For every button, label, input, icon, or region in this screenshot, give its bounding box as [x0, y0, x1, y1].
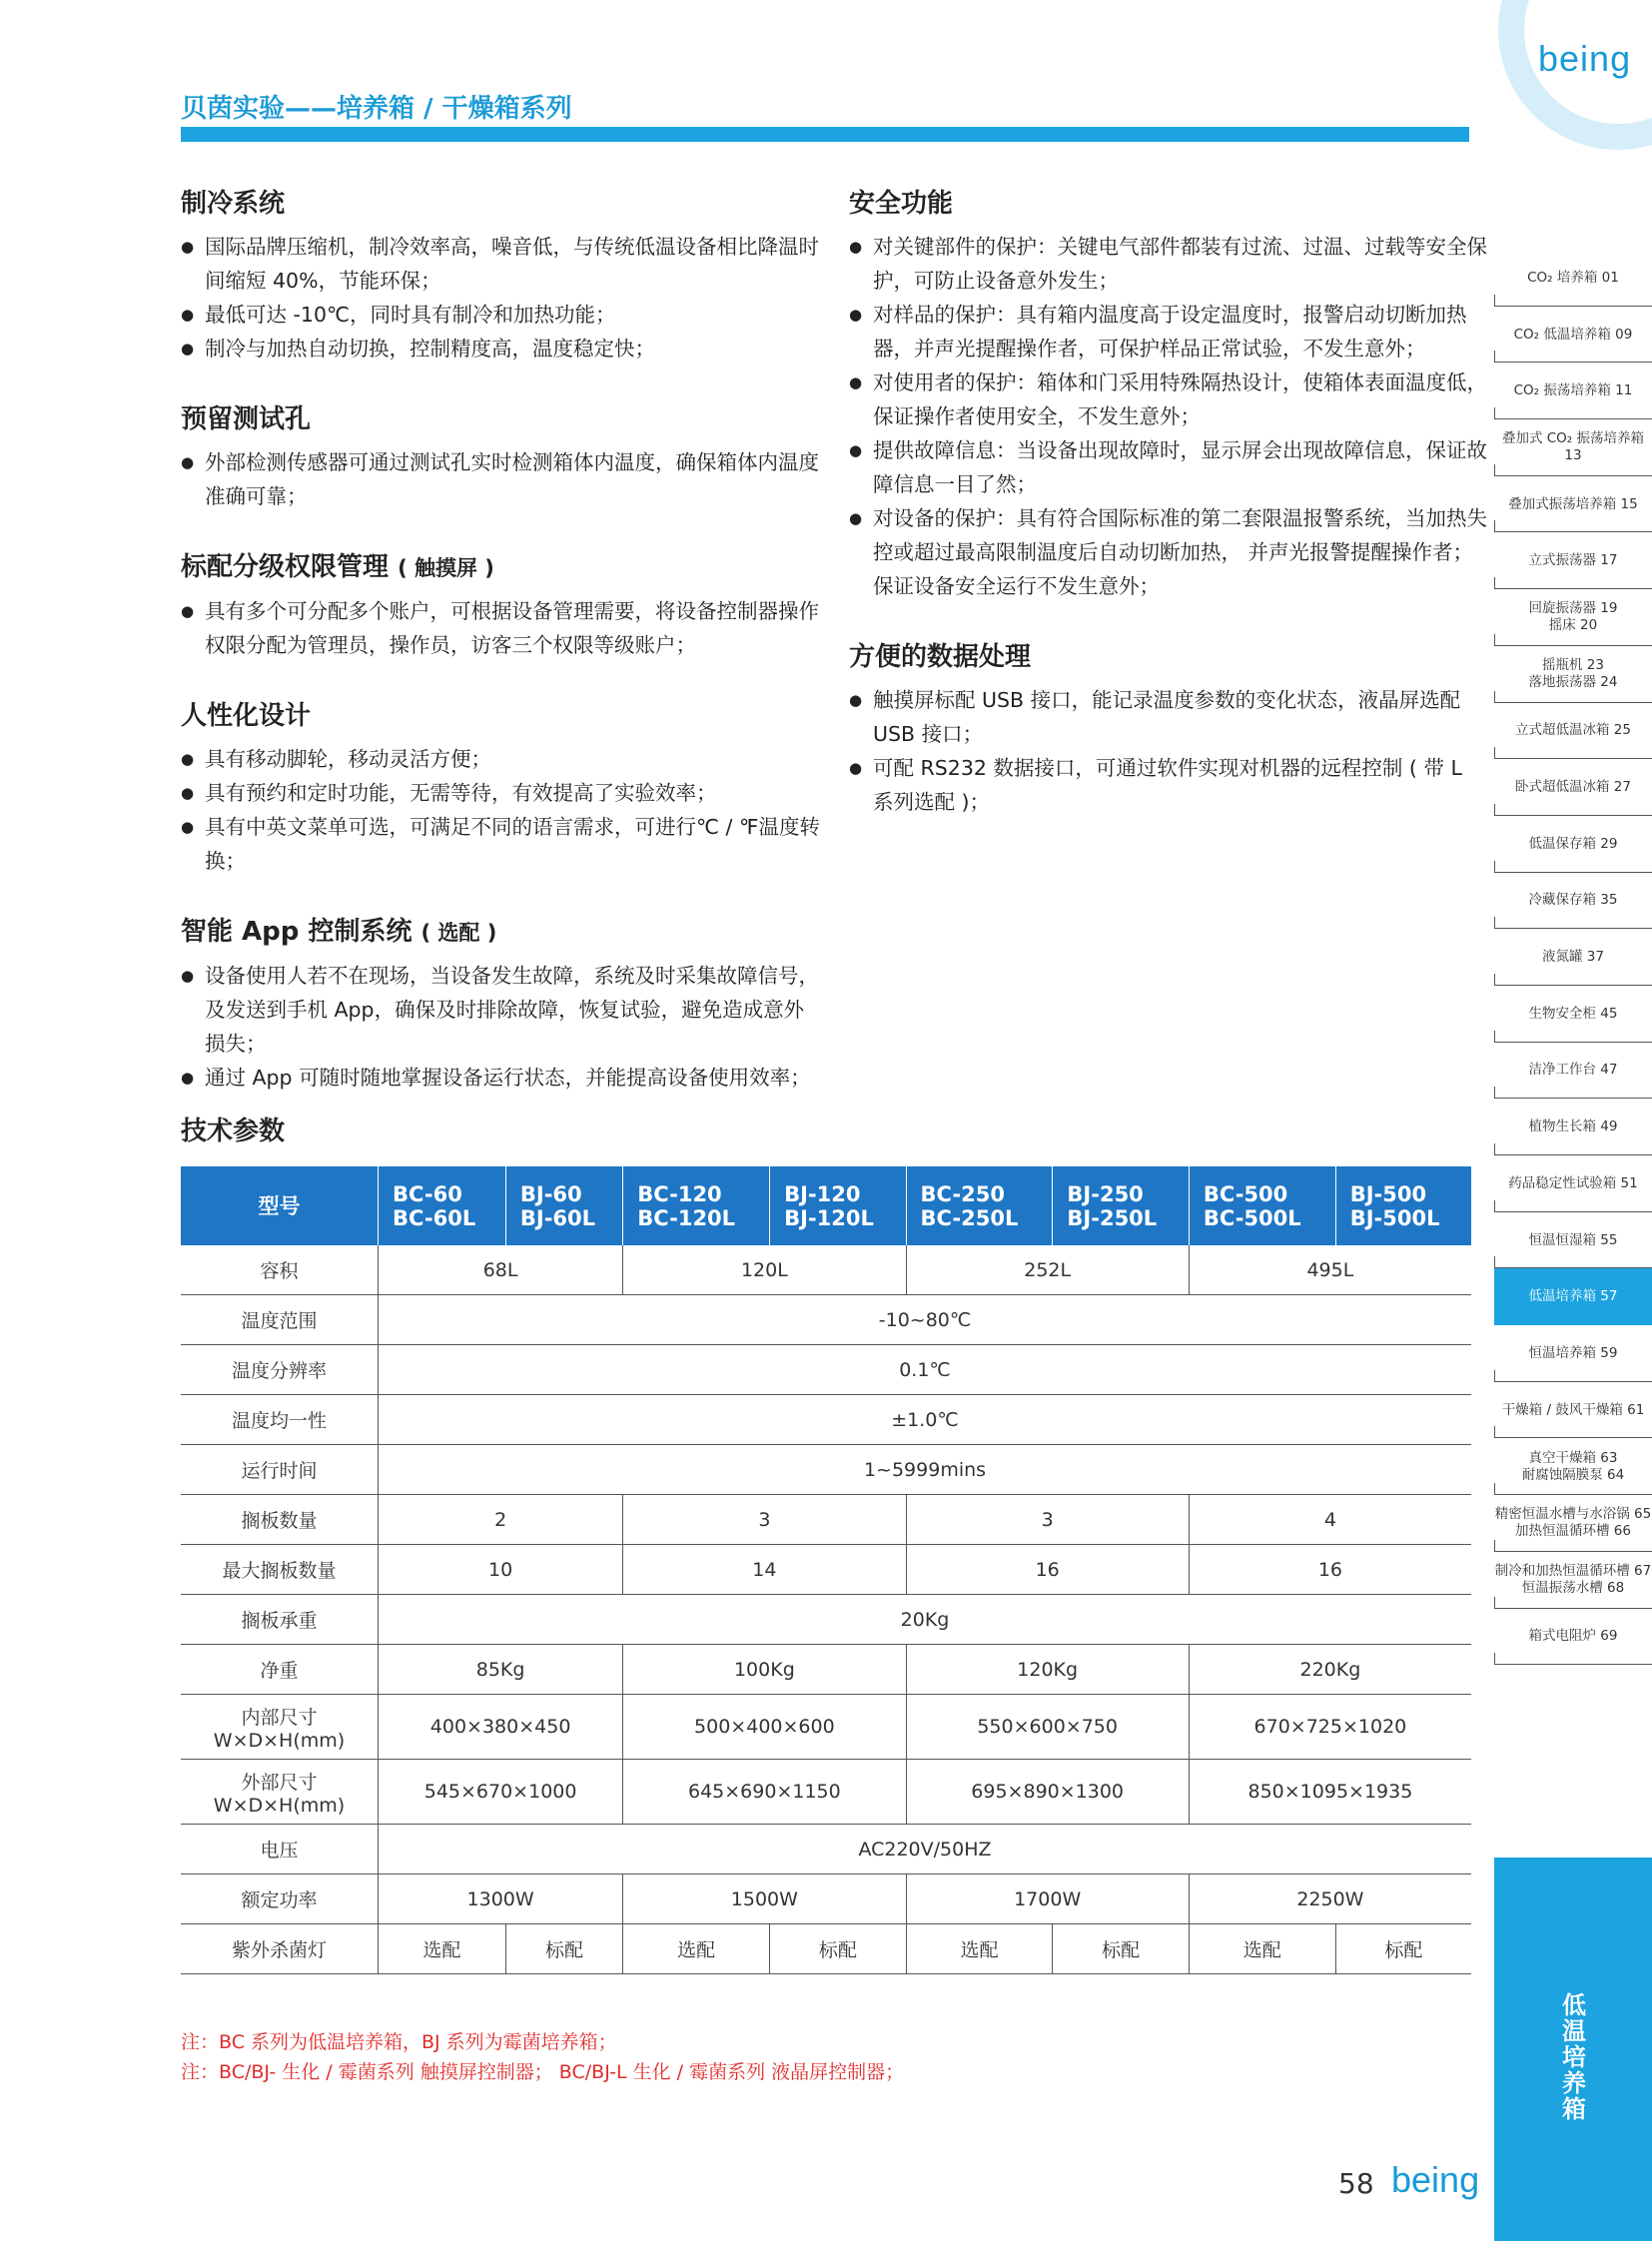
table-cell: 500×400×600 — [623, 1695, 906, 1760]
model-header — [623, 1166, 770, 1245]
model-name-variant: BJ-120L — [784, 1205, 874, 1230]
table-row — [181, 1295, 1471, 1345]
table-cell: 3 — [623, 1495, 906, 1545]
row-label — [181, 1645, 379, 1695]
table-row — [181, 1545, 1471, 1595]
nav-item[interactable] — [1494, 250, 1652, 307]
section-title-note: ( 触摸屏 ) — [398, 556, 494, 580]
row-label-line: 内部尺寸 — [241, 1706, 318, 1729]
nav-item[interactable] — [1494, 589, 1652, 646]
nav-item[interactable] — [1494, 1268, 1652, 1325]
row-label — [181, 1595, 379, 1645]
row-label — [181, 1695, 379, 1760]
row-label-line: 容积 — [260, 1260, 299, 1282]
bullet-item: ● 对使用者的保护：箱体和门采用特殊隔热设计，使箱体表面温度低，保证操作者使用安全，不发生意外； — [849, 366, 1488, 433]
nav-item[interactable] — [1494, 1043, 1652, 1100]
nav-item-label — [1542, 949, 1604, 966]
specs-title: 技术参数 — [181, 1117, 286, 1146]
table-row — [181, 1595, 1471, 1645]
table-row — [181, 1924, 1471, 1974]
left-column — [181, 186, 820, 1130]
model-name-variant: BC-250L — [920, 1205, 1019, 1230]
nav-item[interactable] — [1494, 1609, 1652, 1666]
nav-item[interactable] — [1494, 307, 1652, 364]
nav-item-label — [1529, 1006, 1618, 1023]
brand-logo: being — [1538, 38, 1632, 79]
table-cell: 选配 — [379, 1924, 506, 1974]
nav-item-line: CO₂ 培养箱 01 — [1527, 269, 1619, 286]
bullet-item: ● 最低可达 -10℃，同时具有制冷和加热功能； — [181, 298, 820, 332]
row-label-line: 外部尺寸 — [241, 1771, 318, 1794]
nav-item[interactable] — [1494, 929, 1652, 986]
section-title — [181, 549, 820, 586]
model-header — [1053, 1166, 1189, 1245]
table-row — [181, 1825, 1471, 1874]
nav-item-line: 箱式电阻炉 69 — [1528, 1628, 1618, 1645]
table-cell: 16 — [1189, 1545, 1471, 1595]
nav-item[interactable] — [1494, 1155, 1652, 1212]
right-section — [849, 639, 1488, 819]
nav-item-line: 冷藏保存箱 35 — [1528, 892, 1618, 909]
notes — [181, 2027, 904, 2087]
nav-item[interactable] — [1494, 986, 1652, 1043]
section-title — [181, 186, 820, 222]
nav-item[interactable] — [1494, 703, 1652, 760]
nav-item-line: 加热恒温循环槽 66 — [1515, 1523, 1631, 1540]
row-label — [181, 1924, 379, 1974]
table-row — [181, 1645, 1471, 1695]
row-label — [181, 1760, 379, 1825]
nav-item-label — [1529, 552, 1618, 569]
nav-item-label — [1508, 496, 1637, 513]
row-label-line: W×D×H(mm) — [213, 1794, 346, 1817]
table-cell: 695×890×1300 — [906, 1760, 1189, 1825]
nav-item-label — [1508, 1175, 1637, 1192]
model-name: BJ-60 — [519, 1181, 582, 1206]
nav-item-line: 立式超低温冰箱 25 — [1515, 722, 1631, 739]
model-name: BJ-250 — [1067, 1181, 1144, 1206]
table-cell: 16 — [906, 1545, 1189, 1595]
row-label-line: 最大搁板数量 — [222, 1560, 337, 1582]
bullet-item: ● 设备使用人若不在现场，当设备发生故障，系统及时采集故障信号，及发送到手机 App，确保及时排除故障，恢复试验，避免造成意外损失； — [181, 959, 820, 1061]
nav-item-line: 摇瓶机 23 — [1542, 657, 1604, 674]
model-name-variant: BJ-500L — [1349, 1205, 1440, 1230]
model-name: BC-120 — [637, 1181, 722, 1206]
row-label-line: 紫外杀菌灯 — [231, 1939, 327, 1961]
row-label — [181, 1445, 379, 1495]
section-title-text: 安全功能 — [849, 189, 954, 219]
nav-item[interactable] — [1494, 1212, 1652, 1269]
table-cell: 4 — [1189, 1495, 1471, 1545]
nav-item-line: 药品稳定性试验箱 51 — [1508, 1174, 1638, 1191]
right-section — [849, 186, 1488, 603]
left-section — [181, 549, 820, 662]
row-label-line: 搁板承重 — [241, 1610, 318, 1632]
section-title — [181, 914, 820, 951]
table-cell: 选配 — [906, 1924, 1053, 1974]
nav-item[interactable] — [1494, 759, 1652, 816]
table-cell: 2 — [379, 1495, 623, 1545]
nav-item-label — [1527, 270, 1619, 287]
table-cell: 1300W — [379, 1874, 623, 1924]
nav-item[interactable] — [1494, 646, 1652, 703]
bullet-item: ● 国际品牌压缩机，制冷效率高，噪音低，与传统低温设备相比降温时间缩短 40%，节能环保； — [181, 230, 820, 298]
row-label — [181, 1495, 379, 1545]
nav-item-line: 制冷和加热恒温循环槽 67 — [1494, 1563, 1652, 1580]
nav-item-line: 低温保存箱 29 — [1528, 835, 1618, 852]
table-row — [181, 1874, 1471, 1924]
model-header — [1189, 1166, 1335, 1245]
bullet-item: ● 对设备的保护：具有符合国际标准的第二套限温报警系统，当加热失控或超过最高限制温度后自动切断加热， 并声光报警提醒操作者；保证设备安全运行不发生意外； — [849, 501, 1488, 603]
table-row — [181, 1245, 1471, 1295]
left-section — [181, 401, 820, 513]
nav-item-label — [1529, 600, 1618, 634]
nav-item-label — [1514, 382, 1633, 399]
table-cell: 选配 — [1189, 1924, 1335, 1974]
table-row — [181, 1695, 1471, 1760]
model-header — [770, 1166, 906, 1245]
nav-item-line: 低温培养箱 57 — [1528, 1288, 1618, 1305]
nav-item-label — [1522, 1450, 1624, 1484]
table-cell: 标配 — [505, 1924, 622, 1974]
nav-item-line: CO₂ 振荡培养箱 11 — [1513, 382, 1633, 399]
bullet-item: ● 对关键部件的保护：关键电气部件都装有过流、过温、过载等安全保护，可防止设备意外发生； — [849, 230, 1488, 298]
model-header — [1335, 1166, 1471, 1245]
table-row — [181, 1395, 1471, 1445]
model-name-variant: BC-60L — [393, 1205, 476, 1230]
model-name: BJ-500 — [1349, 1181, 1427, 1206]
row-label-line: 净重 — [260, 1660, 299, 1682]
table-cell: 3 — [906, 1495, 1189, 1545]
model-name-variant: BJ-60L — [519, 1205, 596, 1230]
nav-item-line: 恒温培养箱 59 — [1528, 1344, 1618, 1361]
nav-item[interactable] — [1494, 1438, 1652, 1495]
nav-item-label — [1529, 1288, 1618, 1305]
nav-item[interactable] — [1494, 1099, 1652, 1155]
table-cell: 1700W — [906, 1874, 1189, 1924]
model-header — [379, 1166, 506, 1245]
table-cell: 495L — [1189, 1245, 1471, 1295]
table-cell: 850×1095×1935 — [1189, 1760, 1471, 1825]
nav-item-label — [1515, 779, 1631, 796]
bullet-item: ● 具有中英文菜单可选，可满足不同的语言需求，可进行℃ / ℉温度转换； — [181, 810, 820, 878]
category-nav — [1494, 250, 1652, 1665]
row-label — [181, 1874, 379, 1924]
note-line: 注：BC 系列为低温培养箱，BJ 系列为霉菌培养箱； — [181, 2031, 617, 2053]
bullet-item: ● 具有多个可分配多个账户，可根据设备管理需要，将设备控制器操作权限分配为管理员，操作员，访客三个权限等级账户； — [181, 594, 820, 662]
section-title-text: 智能 App 控制系统 — [181, 917, 413, 947]
table-cell: 120L — [623, 1245, 906, 1295]
nav-item-line: 植物生长箱 49 — [1528, 1119, 1618, 1135]
series-title: 贝茵实验——培养箱 / 干燥箱系列 — [181, 94, 572, 124]
row-label — [181, 1245, 379, 1295]
row-label — [181, 1345, 379, 1395]
table-cell: 标配 — [1335, 1924, 1471, 1974]
table-row — [181, 1445, 1471, 1495]
nav-item-line: 落地振荡器 24 — [1528, 674, 1618, 691]
left-section — [181, 698, 820, 878]
table-cell: 68L — [379, 1245, 623, 1295]
row-label — [181, 1545, 379, 1595]
row-label-line: W×D×H(mm) — [213, 1729, 346, 1752]
table-cell: AC220V/50HZ — [379, 1825, 1472, 1874]
bullet-item: ● 通过 App 可随时随地掌握设备运行状态，并能提高设备使用效率； — [181, 1061, 820, 1095]
nav-item-label — [1495, 1506, 1651, 1540]
header-label: 型号 — [181, 1166, 379, 1245]
section-title-text: 制冷系统 — [181, 189, 286, 219]
nav-item[interactable] — [1494, 476, 1652, 533]
side-tab-label: 低温培养箱 — [1562, 1991, 1586, 2123]
section-title-text: 人性化设计 — [181, 701, 312, 731]
table-cell: 645×690×1150 — [623, 1760, 906, 1825]
model-name: BC-60 — [393, 1181, 462, 1206]
table-cell: 标配 — [1053, 1924, 1189, 1974]
row-label-line: 电压 — [260, 1840, 299, 1862]
nav-item[interactable] — [1494, 1325, 1652, 1382]
section-title — [181, 401, 820, 437]
nav-item-line: 摇床 20 — [1548, 617, 1598, 634]
table-cell: 400×380×450 — [379, 1695, 623, 1760]
section-title — [849, 186, 1488, 222]
left-section — [181, 186, 820, 366]
note-line: 注：BC/BJ- 生化 / 霉菌系列 触摸屏控制器； BC/BJ-L 生化 / 霉菌系列 液晶屏控制器； — [181, 2061, 905, 2083]
left-section — [181, 914, 820, 1095]
table-cell: 20Kg — [379, 1595, 1472, 1645]
nav-item-label — [1529, 836, 1618, 853]
nav-item-line: 真空干燥箱 63 — [1528, 1449, 1618, 1466]
nav-item-label — [1494, 430, 1652, 464]
nav-item[interactable] — [1494, 532, 1652, 589]
nav-item[interactable] — [1494, 873, 1652, 930]
table-cell: 10 — [379, 1545, 623, 1595]
row-label — [181, 1395, 379, 1445]
nav-item[interactable] — [1494, 1382, 1652, 1439]
table-cell: 100Kg — [623, 1645, 906, 1695]
nav-item-line: 耐腐蚀隔膜泵 64 — [1521, 1466, 1625, 1483]
table-cell: 0.1℃ — [379, 1345, 1472, 1395]
section-title-text: 方便的数据处理 — [849, 642, 1032, 672]
nav-item-line: 卧式超低温冰箱 27 — [1515, 779, 1631, 796]
model-name: BC-500 — [1203, 1181, 1288, 1206]
table-cell: 85Kg — [379, 1645, 623, 1695]
table-cell: 1~5999mins — [379, 1445, 1472, 1495]
nav-item-line: 叠加式 CO₂ 振荡培养箱 13 — [1501, 430, 1645, 464]
row-label — [181, 1825, 379, 1874]
table-cell: 220Kg — [1189, 1645, 1471, 1695]
nav-item-label — [1529, 1628, 1618, 1645]
spec-table — [181, 1166, 1471, 1974]
bullet-item: ● 触摸屏标配 USB 接口，能记录温度参数的变化状态，液晶屏选配 USB 接口； — [849, 683, 1488, 751]
table-cell: 670×725×1020 — [1189, 1695, 1471, 1760]
row-label — [181, 1295, 379, 1345]
right-column — [849, 186, 1488, 855]
nav-item-label — [1529, 1119, 1618, 1135]
table-cell: 1500W — [623, 1874, 906, 1924]
nav-item-label — [1529, 1232, 1618, 1249]
bullet-item: ● 提供故障信息：当设备出现故障时，显示屏会出现故障信息，保证故障信息一目了然； — [849, 433, 1488, 501]
nav-item-line: 生物安全柜 45 — [1528, 1005, 1618, 1022]
table-cell: 2250W — [1189, 1874, 1471, 1924]
bullet-item: ● 具有预约和定时功能，无需等待，有效提高了实验效率； — [181, 776, 820, 810]
model-name-variant: BC-120L — [637, 1205, 736, 1230]
page-number: 58 — [1338, 2167, 1374, 2200]
table-cell: 选配 — [623, 1924, 770, 1974]
title-bar — [181, 127, 1469, 142]
model-name: BC-250 — [920, 1181, 1005, 1206]
row-label-line: 额定功率 — [241, 1889, 318, 1911]
table-cell: 545×670×1000 — [379, 1760, 623, 1825]
nav-item[interactable] — [1494, 1495, 1652, 1552]
table-header-row — [181, 1166, 1471, 1245]
nav-item-line: 液氮罐 37 — [1542, 949, 1604, 966]
nav-item-label — [1514, 327, 1633, 344]
nav-item[interactable] — [1494, 1552, 1652, 1609]
nav-item-line: 叠加式振荡培养箱 15 — [1508, 495, 1638, 512]
nav-item[interactable] — [1494, 363, 1652, 419]
nav-item-label — [1529, 892, 1618, 909]
section-title-text: 预留测试孔 — [181, 404, 312, 434]
table-row — [181, 1495, 1471, 1545]
model-name: BJ-120 — [784, 1181, 861, 1206]
nav-item-line: 洁净工作台 47 — [1528, 1062, 1618, 1079]
nav-item-line: 恒温恒湿箱 55 — [1528, 1231, 1618, 1248]
nav-item-label — [1529, 1345, 1618, 1362]
row-label-line: 温度均一性 — [231, 1410, 327, 1432]
nav-item-line: CO₂ 低温培养箱 09 — [1513, 326, 1633, 343]
bullet-item: ● 可配 RS232 数据接口，可通过软件实现对机器的远程控制 ( 带 L 系列选配 )； — [849, 751, 1488, 819]
nav-item-label — [1529, 657, 1618, 691]
model-name-variant: BJ-250L — [1067, 1205, 1158, 1230]
footer-logo: being — [1391, 2159, 1480, 2200]
nav-item-line: 立式振荡器 17 — [1528, 552, 1618, 569]
row-label-line: 温度分辨率 — [231, 1360, 327, 1382]
bullet-item: ● 制冷与加热自动切换，控制精度高，温度稳定快； — [181, 332, 820, 366]
nav-item[interactable] — [1494, 816, 1652, 873]
nav-item[interactable] — [1494, 419, 1652, 476]
section-title-text: 标配分级权限管理 — [181, 552, 390, 582]
row-label-line: 运行时间 — [241, 1460, 318, 1482]
model-name-variant: BC-500L — [1203, 1205, 1301, 1230]
row-label-line: 温度范围 — [241, 1310, 318, 1332]
bullet-item: ● 对样品的保护：具有箱内温度高于设定温度时，报警启动切断加热器，并声光提醒操作者，可保护样品正常试验，不发生意外； — [849, 298, 1488, 366]
section-title-note: ( 选配 ) — [420, 921, 497, 945]
table-cell: 120Kg — [906, 1645, 1189, 1695]
row-label-line: 搁板数量 — [241, 1510, 318, 1532]
nav-item-label — [1502, 1402, 1645, 1419]
table-cell: 14 — [623, 1545, 906, 1595]
model-header — [906, 1166, 1053, 1245]
table-cell: 252L — [906, 1245, 1189, 1295]
table-cell: -10~80℃ — [379, 1295, 1472, 1345]
section-title — [181, 698, 820, 734]
nav-item-line: 干燥箱 / 鼓风干燥箱 61 — [1501, 1401, 1645, 1418]
table-row — [181, 1760, 1471, 1825]
model-header — [505, 1166, 622, 1245]
nav-item-label — [1495, 1563, 1651, 1597]
bullet-item: ● 具有移动脚轮，移动灵活方便； — [181, 742, 820, 776]
table-cell: ±1.0℃ — [379, 1395, 1472, 1445]
nav-item-label — [1515, 722, 1631, 739]
nav-item-line: 精密恒温水槽与水浴锅 65 — [1494, 1506, 1652, 1523]
nav-item-line: 恒温振荡水槽 68 — [1521, 1580, 1625, 1597]
table-cell: 550×600×750 — [906, 1695, 1189, 1760]
bullet-item: ● 外部检测传感器可通过测试孔实时检测箱体内温度，确保箱体内温度准确可靠； — [181, 445, 820, 513]
nav-item-line: 回旋振荡器 19 — [1528, 600, 1618, 617]
table-row — [181, 1345, 1471, 1395]
table-cell: 标配 — [770, 1924, 906, 1974]
section-title — [849, 639, 1488, 675]
nav-item-label — [1529, 1062, 1618, 1079]
